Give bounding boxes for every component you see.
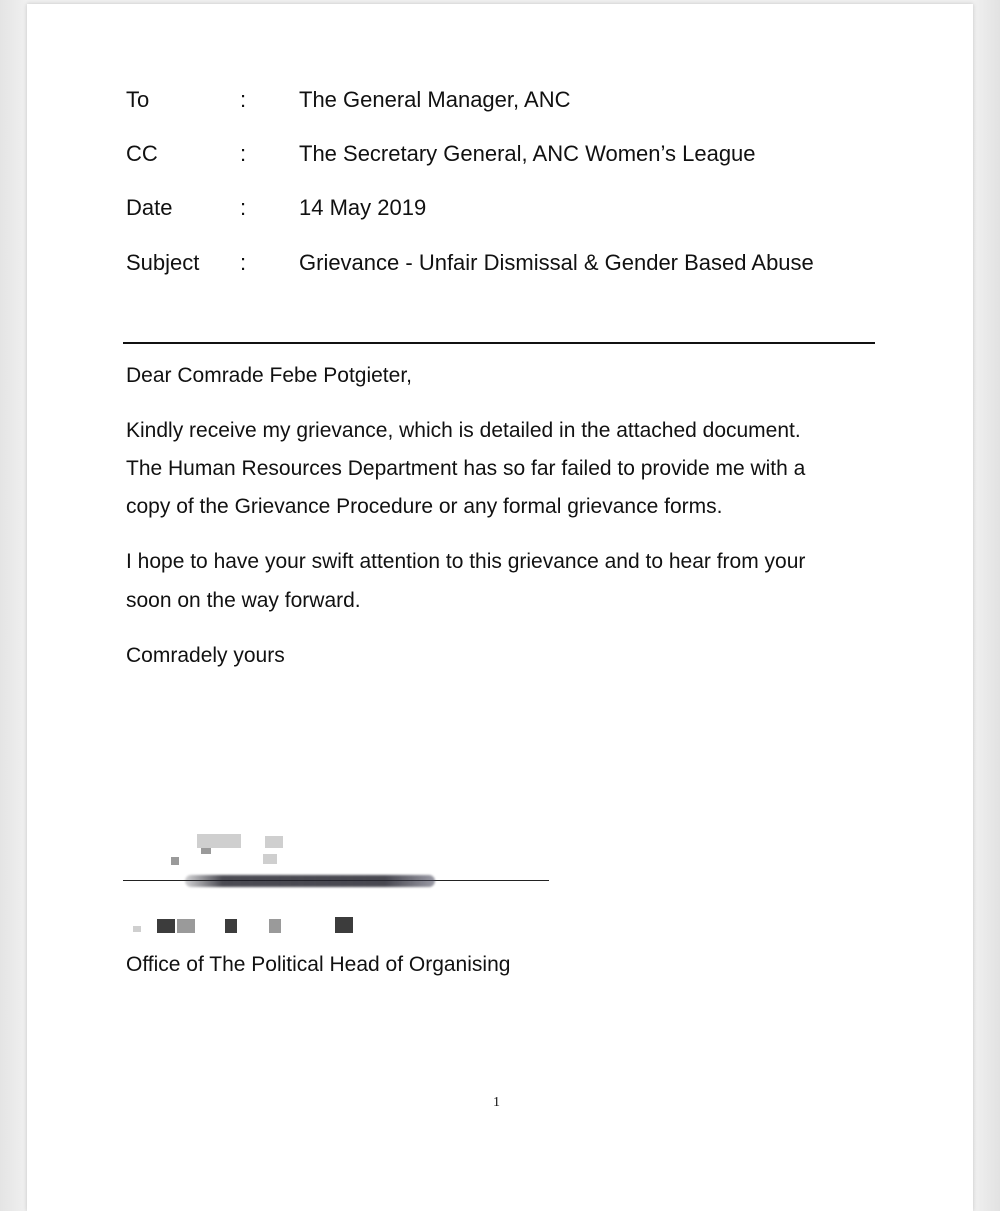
paragraph-2-line-2: soon on the way forward. [126, 589, 361, 612]
office-title: Office of The Political Head of Organising [126, 953, 511, 976]
paragraph-1-line-1: Kindly receive my grievance, which is detailed in the attached document. [126, 419, 801, 442]
paragraph-2-line-1: I hope to have your swift attention to this grievance and to hear from your [126, 550, 806, 573]
redacted-signature-pixel [263, 854, 277, 864]
memo-colon: : [240, 141, 247, 166]
paragraph-1-line-2: The Human Resources Department has so far failed to provide me with a [126, 457, 806, 480]
memo-row-date [27, 193, 973, 223]
document-page [27, 4, 973, 1211]
memo-row-to [27, 85, 973, 115]
memo-label: Date [126, 195, 173, 220]
redacted-name-pixel [335, 917, 353, 933]
page-number: 1 [493, 1095, 500, 1110]
memo-label: To [126, 87, 150, 112]
memo-row-subject [27, 248, 973, 278]
header-divider [123, 342, 875, 344]
redacted-name-pixel [177, 919, 195, 933]
redacted-signature-pixel [171, 857, 179, 865]
redacted-name-pixel [157, 919, 175, 933]
redacted-name-pixel [269, 919, 281, 933]
memo-value-date: 14 May 2019 [299, 195, 427, 220]
signature-scribble [185, 875, 435, 887]
memo-colon: : [240, 250, 247, 275]
redacted-signature-pixel [265, 836, 283, 848]
paragraph-1-line-3: copy of the Grievance Procedure or any formal grievance forms. [126, 495, 723, 518]
redacted-name-pixel [133, 926, 141, 932]
memo-colon: : [240, 87, 247, 112]
redacted-signature-pixel [201, 848, 211, 854]
redacted-signature-pixel [197, 834, 241, 848]
salutation: Dear Comrade Febe Potgieter, [126, 364, 412, 387]
memo-row-cc [27, 139, 973, 169]
signature-block [123, 824, 553, 954]
memo-value-subject: Grievance - Unfair Dismissal & Gender Based Abuse [299, 250, 814, 275]
closing: Comradely yours [126, 644, 285, 667]
memo-value-to: The General Manager, ANC [299, 87, 571, 112]
redacted-name-pixel [225, 919, 237, 933]
memo-value-cc: The Secretary General, ANC Women’s League [299, 141, 756, 166]
memo-label: CC [126, 141, 158, 166]
memo-colon: : [240, 195, 247, 220]
memo-label: Subject [126, 250, 200, 275]
